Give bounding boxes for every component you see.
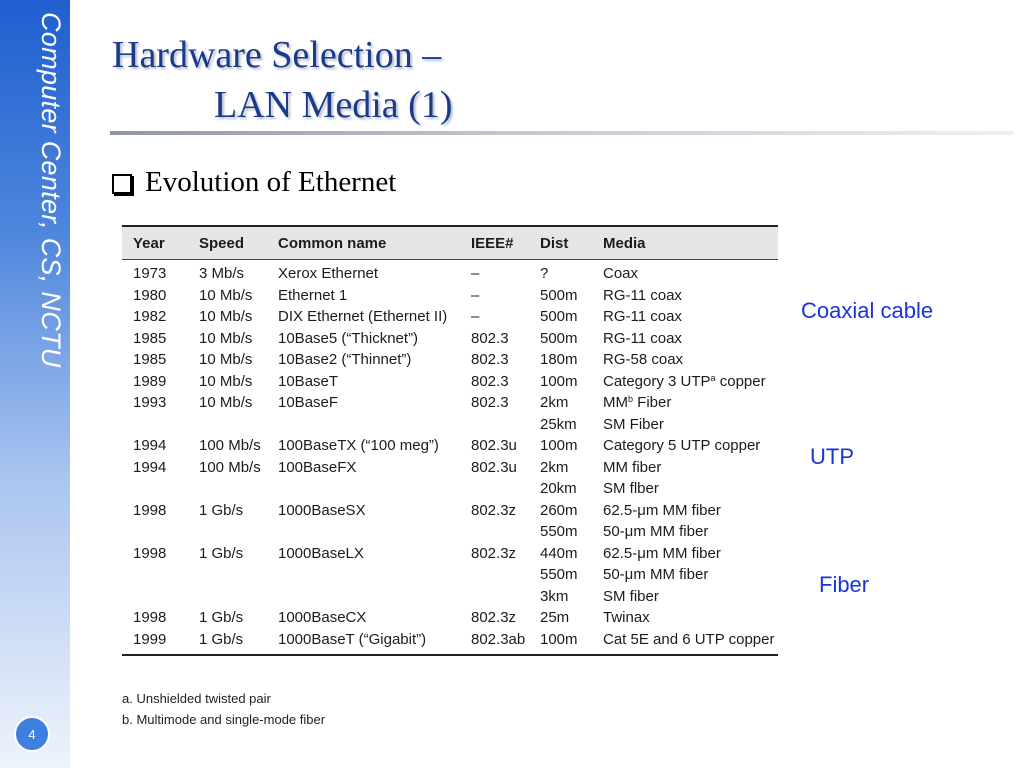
column-header: Media xyxy=(592,226,778,260)
footnote-marker: a xyxy=(710,372,716,383)
cell-text: 50-μm MM fiber xyxy=(603,523,709,540)
title-divider xyxy=(110,131,1014,135)
table-cell: 1998 xyxy=(133,544,167,562)
table-cell-dist xyxy=(529,306,592,328)
cell-text: RG-58 coax xyxy=(603,351,684,368)
table-cell-media xyxy=(592,457,778,479)
table-cell xyxy=(122,414,188,436)
cell-text: 2km xyxy=(540,394,569,411)
table-row-continuation xyxy=(122,478,778,500)
table-cell: 10Base5 (“Thicknet”) xyxy=(278,329,419,347)
table-header-row xyxy=(122,226,778,260)
checkbox-bullet-icon xyxy=(112,174,132,194)
table-body xyxy=(122,260,778,656)
table-cell-dist xyxy=(529,543,592,565)
table-row xyxy=(122,457,778,479)
table-cell xyxy=(267,586,460,608)
table-row xyxy=(122,435,778,457)
table-row xyxy=(122,328,778,350)
cell-text: 100m xyxy=(540,630,578,648)
cell-text: 550m xyxy=(540,566,578,583)
table-cell xyxy=(460,478,529,500)
table-cell: 1999 xyxy=(122,629,188,656)
table-cell: 1985 xyxy=(133,351,167,368)
table-cell-dist xyxy=(529,564,592,586)
table-cell: 802.3 xyxy=(471,394,509,411)
table-cell: 10Base2 (“Thinnet”) xyxy=(278,351,412,368)
cell-text: 20km xyxy=(540,480,577,497)
table-cell-media xyxy=(592,478,778,500)
table-cell: 1980 xyxy=(133,286,167,304)
table-cell-dist xyxy=(529,607,592,629)
cell-text: 100m xyxy=(540,372,578,390)
table-cell: 802.3 xyxy=(471,329,509,347)
table-row xyxy=(122,260,778,285)
table-cell: 802.3 xyxy=(471,351,509,368)
cell-text: Twinax xyxy=(603,609,650,626)
table-cell: 10BaseT xyxy=(278,372,339,390)
table-cell xyxy=(267,564,460,586)
cell-text: 500m xyxy=(540,329,578,347)
table-cell-media xyxy=(592,586,778,608)
table-cell-media xyxy=(592,306,778,328)
cell-text: Cat 5E and 6 UTP copper xyxy=(603,630,775,648)
table-row xyxy=(122,306,778,328)
cell-text: copper xyxy=(715,372,766,390)
table-cell-media xyxy=(592,629,778,656)
cell-text: Category 5 UTP copper xyxy=(603,437,761,454)
table-cell-dist xyxy=(529,285,592,307)
table-cell-dist xyxy=(529,260,592,285)
table-row xyxy=(122,629,778,656)
table-cell: 802.3u xyxy=(471,437,517,454)
table-cell xyxy=(460,521,529,543)
table-cell: – xyxy=(471,265,480,282)
table-cell: 1982 xyxy=(133,308,167,325)
cell-text: 25m xyxy=(540,609,570,626)
table-cell: 100 Mb/s xyxy=(199,437,261,454)
footnote: a. Unshielded twisted pair xyxy=(122,691,271,706)
table-cell: 1 Gb/s xyxy=(188,629,267,656)
cell-text: 500m xyxy=(540,308,578,325)
cell-text: RG-11 coax xyxy=(603,286,682,304)
table-cell-dist xyxy=(529,328,592,350)
table-cell xyxy=(122,521,188,543)
table-cell-media xyxy=(592,500,778,522)
table-cell xyxy=(188,414,267,436)
bullet-item xyxy=(112,166,396,199)
table-cell-media xyxy=(592,414,778,436)
annotation-coaxial-cable: Coaxial cable xyxy=(801,298,934,323)
table-cell-dist xyxy=(529,371,592,393)
table-cell xyxy=(460,564,529,586)
table-cell-media xyxy=(592,392,778,414)
table-cell: 100 Mb/s xyxy=(199,458,261,476)
cell-text: 62.5-μm MM fiber xyxy=(603,501,721,519)
table-cell-dist xyxy=(529,392,592,414)
table-cell: 1 Gb/s xyxy=(199,609,244,626)
cell-text: RG-11 coax xyxy=(603,308,682,325)
slide-title-line2: LAN Media (1) xyxy=(214,84,453,126)
table-cell: 1989 xyxy=(133,372,167,390)
table-cell-dist xyxy=(529,521,592,543)
table-cell: – xyxy=(471,286,480,304)
cell-text: 25km xyxy=(540,415,577,433)
table-cell: 1000BaseSX xyxy=(278,501,366,519)
cell-text: MM xyxy=(603,394,628,411)
cell-text: 500m xyxy=(540,286,578,304)
table-cell xyxy=(122,564,188,586)
table-cell-media xyxy=(592,285,778,307)
table-cell: Ethernet 1 xyxy=(278,286,348,304)
table-row xyxy=(122,392,778,414)
table-cell: 10 Mb/s xyxy=(199,394,253,411)
table-cell xyxy=(188,521,267,543)
table-cell-media xyxy=(592,371,778,393)
table-cell: 1994 xyxy=(133,437,167,454)
table-cell-media xyxy=(592,543,778,565)
cell-text: 100m xyxy=(540,437,578,454)
table-cell-media xyxy=(592,435,778,457)
cell-text: 550m xyxy=(540,523,578,540)
table-row-continuation xyxy=(122,414,778,436)
sidebar-label: Computer Center, CS, NCTU xyxy=(36,12,66,368)
column-header: Speed xyxy=(188,226,267,260)
table-cell-dist xyxy=(529,457,592,479)
table-cell: 802.3z xyxy=(471,544,517,562)
cell-text: MM fiber xyxy=(603,458,662,476)
slide-title-line1: Hardware Selection – xyxy=(112,34,442,76)
annotation-utp: UTP xyxy=(810,444,854,469)
table-cell xyxy=(122,586,188,608)
table-cell: 802.3z xyxy=(471,609,517,626)
cell-text: RG-11 coax xyxy=(603,329,682,347)
column-header: Common name xyxy=(267,226,460,260)
table-cell: 1994 xyxy=(133,458,167,476)
cell-text: Category 3 UTP xyxy=(603,372,711,390)
table-cell: 802.3ab xyxy=(460,629,529,656)
cell-text: SM fiber xyxy=(603,587,659,605)
table-cell-dist xyxy=(529,500,592,522)
table-cell-dist xyxy=(529,586,592,608)
table-row-continuation xyxy=(122,521,778,543)
table-cell-media xyxy=(592,349,778,371)
ethernet-evolution-table xyxy=(122,225,778,656)
table-cell: 802.3 xyxy=(471,372,509,390)
table-cell: 1993 xyxy=(133,394,167,411)
table-cell: 1000BaseCX xyxy=(278,609,367,626)
table-cell: 10BaseF xyxy=(278,394,339,411)
table-cell-media xyxy=(592,607,778,629)
page-number-badge: 4 xyxy=(14,716,50,752)
table-cell: 1000BaseT (“Gigabit”) xyxy=(267,629,460,656)
table-cell: 1973 xyxy=(133,265,167,282)
table-row xyxy=(122,543,778,565)
table-row xyxy=(122,607,778,629)
cell-text: 62.5-μm MM fiber xyxy=(603,544,721,562)
table-cell xyxy=(188,564,267,586)
table-cell: 802.3u xyxy=(471,458,517,476)
cell-text: 3km xyxy=(540,587,569,605)
table-row xyxy=(122,349,778,371)
table-cell: 1998 xyxy=(133,501,167,519)
table-cell: 1000BaseLX xyxy=(278,544,364,562)
table-cell xyxy=(188,478,267,500)
table-cell xyxy=(460,414,529,436)
column-header: Dist xyxy=(529,226,592,260)
cell-text: Fiber xyxy=(633,394,672,411)
cell-text: 180m xyxy=(540,351,578,368)
table-cell: 10 Mb/s xyxy=(199,351,253,368)
table-cell xyxy=(122,478,188,500)
table-cell xyxy=(267,521,460,543)
cell-text: Coax xyxy=(603,265,639,282)
table-row xyxy=(122,371,778,393)
annotation-fiber: Fiber xyxy=(819,572,870,597)
table-cell: 1998 xyxy=(133,609,167,626)
sidebar xyxy=(0,0,70,768)
table-row-continuation xyxy=(122,564,778,586)
column-header: Year xyxy=(122,226,188,260)
table-cell: 10 Mb/s xyxy=(199,308,253,325)
cell-text: ? xyxy=(540,265,549,282)
table-cell-media xyxy=(592,521,778,543)
column-header: IEEE# xyxy=(460,226,529,260)
table-cell: 802.3z xyxy=(471,501,517,519)
table-cell: 1985 xyxy=(133,329,167,347)
table-cell-media xyxy=(592,260,778,285)
table-cell-dist xyxy=(529,629,592,656)
table-cell: 10 Mb/s xyxy=(199,329,253,347)
cell-text: 440m xyxy=(540,544,578,562)
table-cell-dist xyxy=(529,349,592,371)
table-cell-dist xyxy=(529,435,592,457)
bullet-text: Evolution of Ethernet xyxy=(145,166,397,198)
cell-text: SM flber xyxy=(603,480,659,497)
table-cell: Xerox Ethernet xyxy=(278,265,379,282)
cell-text: 2km xyxy=(540,458,569,476)
table-cell: 100BaseTX (“100 meg”) xyxy=(278,437,439,454)
footnote: b. Multimode and single-mode fiber xyxy=(122,712,326,727)
table-cell xyxy=(188,586,267,608)
footnote-marker: b xyxy=(628,394,634,404)
table-cell: 1 Gb/s xyxy=(199,501,244,519)
table-row xyxy=(122,500,778,522)
table-cell: 1 Gb/s xyxy=(199,544,244,562)
table-cell: – xyxy=(471,308,480,325)
table-cell-media xyxy=(592,328,778,350)
cell-text: SM Fiber xyxy=(603,415,664,433)
table-cell xyxy=(460,586,529,608)
table-cell xyxy=(267,414,460,436)
table-cell: 10 Mb/s xyxy=(199,286,253,304)
table-footnotes xyxy=(122,688,325,730)
cell-text: 260m xyxy=(540,501,578,519)
slide-title xyxy=(112,30,452,130)
table-cell: 10 Mb/s xyxy=(199,372,253,390)
table-cell-media xyxy=(592,564,778,586)
table-cell: 100BaseFX xyxy=(278,458,357,476)
table-row-continuation xyxy=(122,586,778,608)
table-cell: 3 Mb/s xyxy=(199,265,245,282)
table-row xyxy=(122,285,778,307)
table-cell xyxy=(267,478,460,500)
table-cell: DIX Ethernet (Ethernet II) xyxy=(278,308,448,325)
table-cell-dist xyxy=(529,478,592,500)
cell-text: 50-μm MM fiber xyxy=(603,566,709,583)
table-cell-dist xyxy=(529,414,592,436)
